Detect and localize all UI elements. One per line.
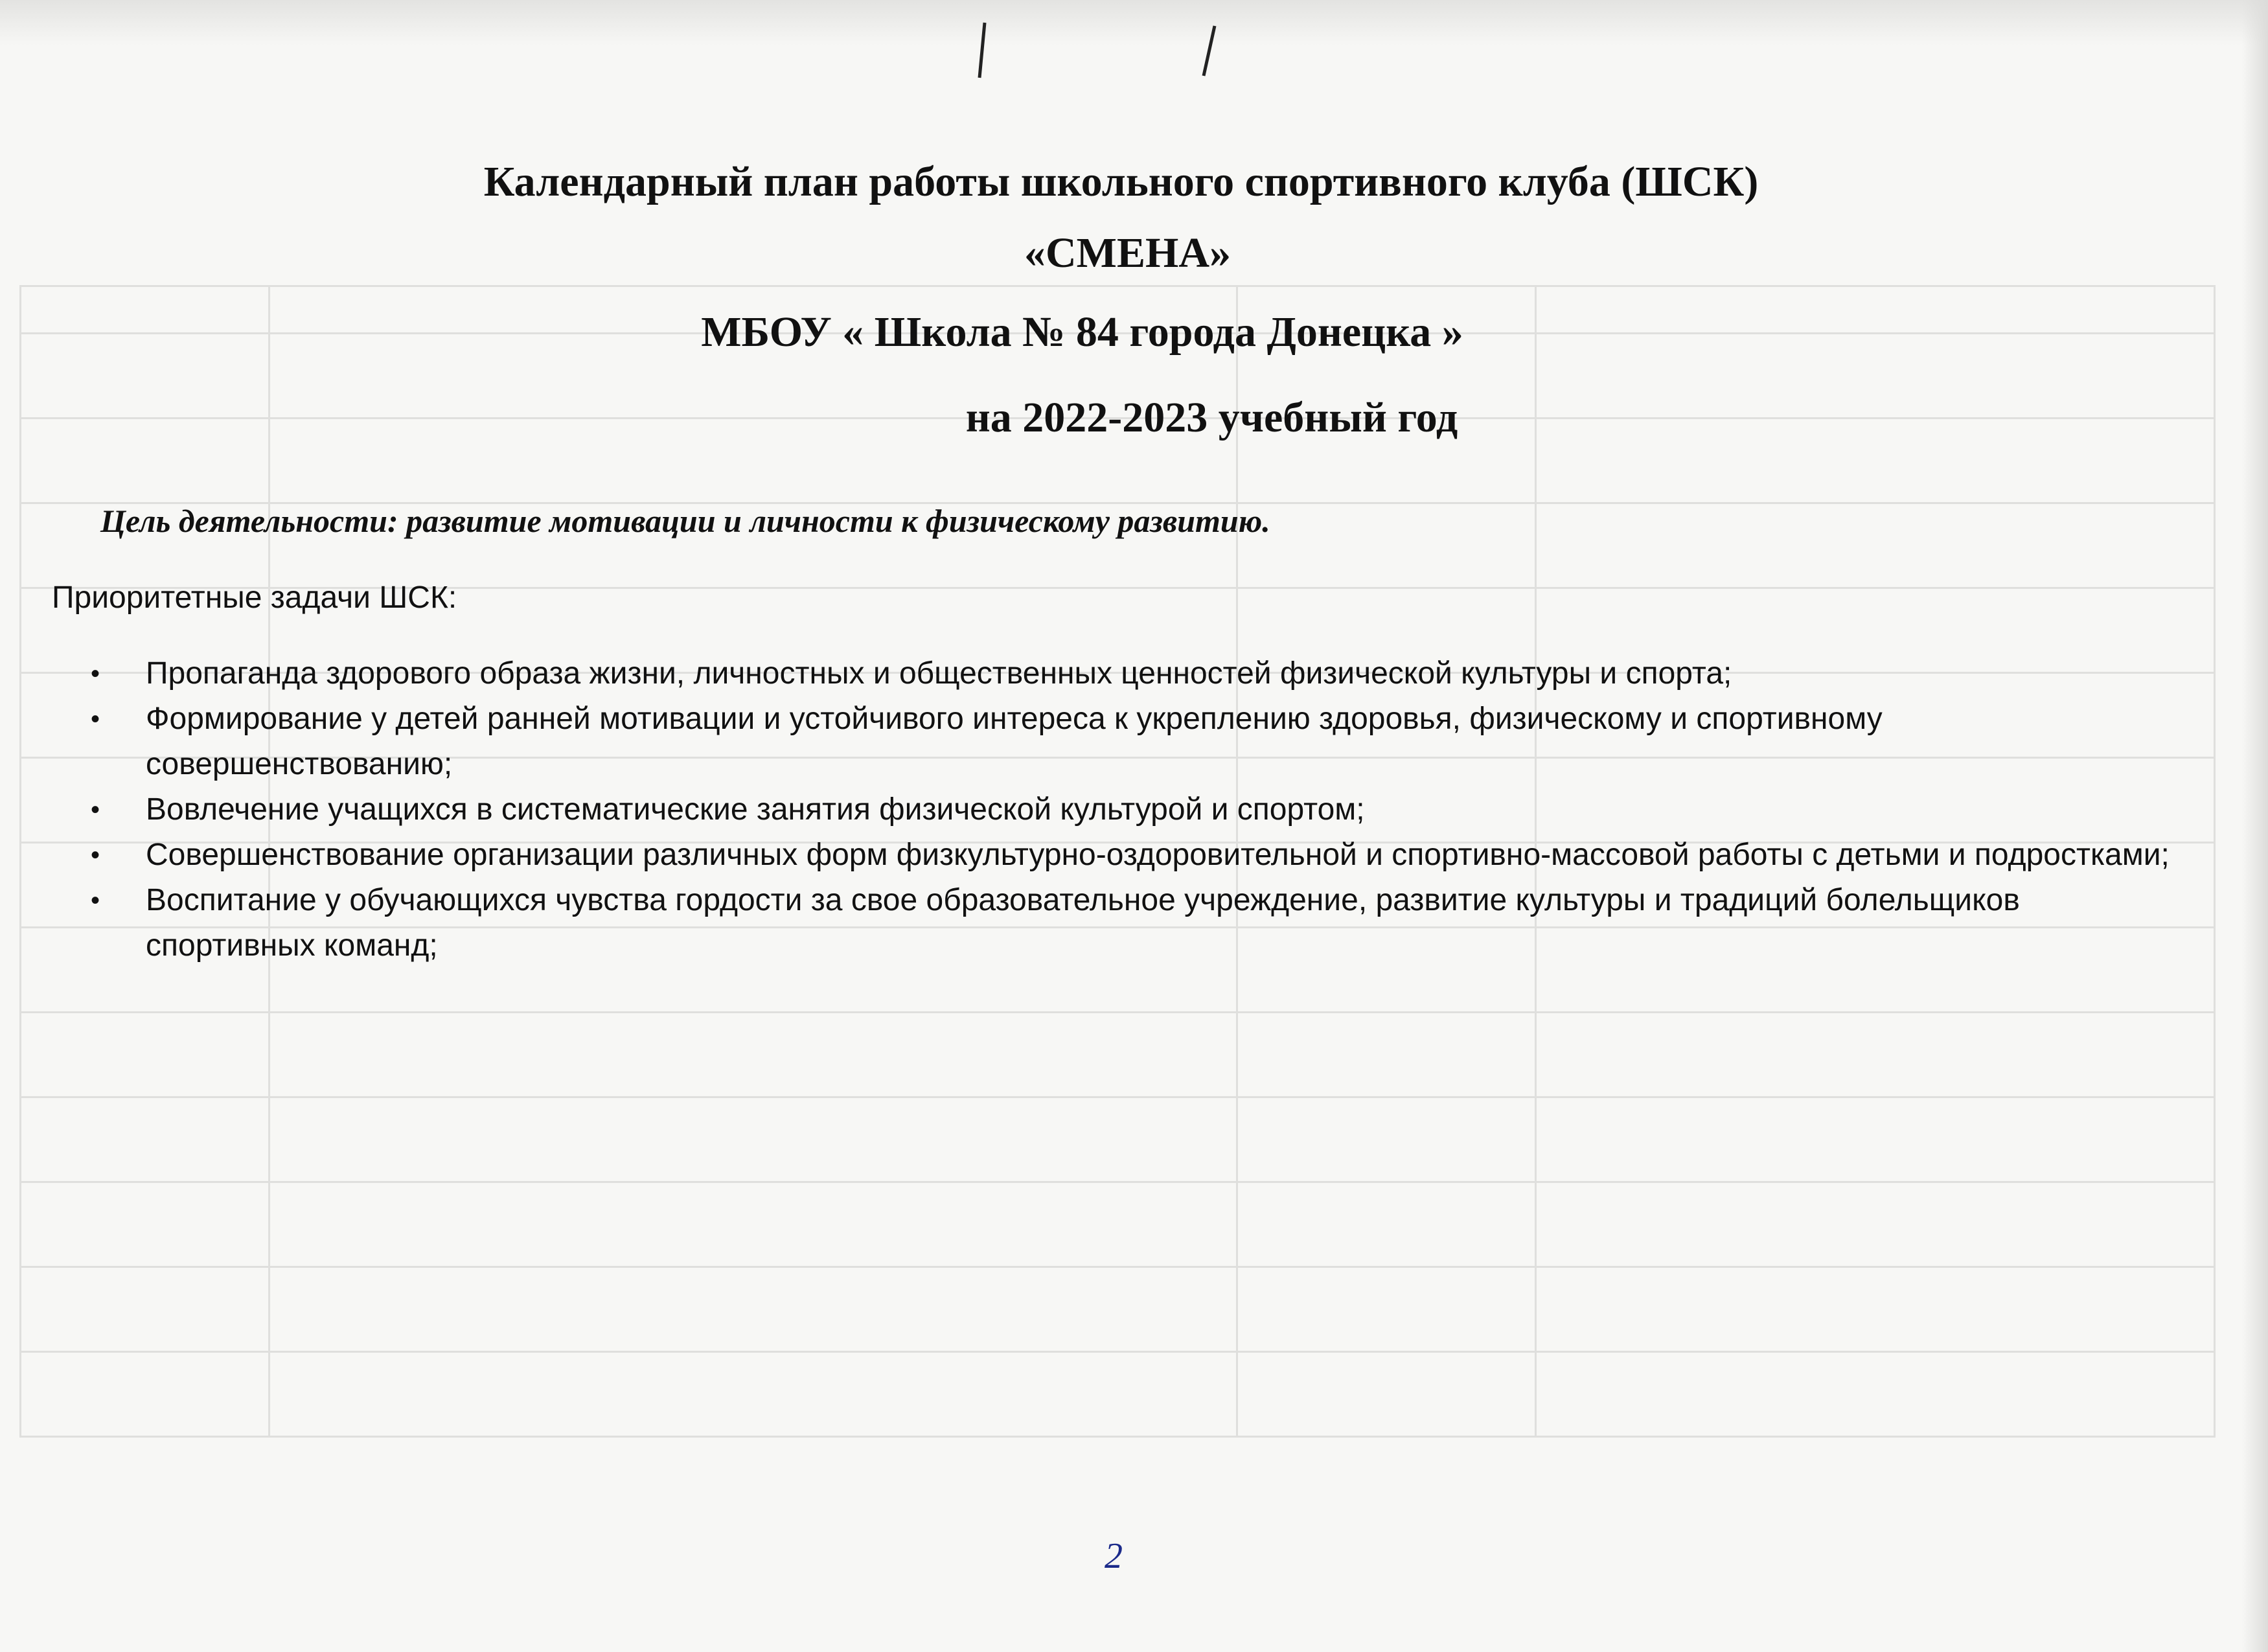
task-item (91, 651, 2190, 696)
task-text: Пропаганда здорового образа жизни, личностных и общественных ценностей физической культуры и спорта; (146, 656, 1732, 691)
pen-marks (965, 16, 1224, 81)
bullet-icon: • (91, 796, 100, 824)
task-item (91, 696, 2190, 787)
task-item (91, 787, 2190, 832)
bullet-icon: • (91, 705, 100, 733)
task-item (91, 832, 2190, 878)
page-number: 2 (1105, 1536, 1123, 1576)
goal-statement: Цель деятельности: развитие мотивации и личности к физическому развитию. (100, 503, 1270, 539)
bullet-icon: • (91, 841, 100, 869)
task-text: Совершенствование организации различных форм физкультурно-оздоровительной и спортивно-массовой работы с детьми и подростками; (146, 838, 2170, 872)
task-text: Формирование у детей ранней мотивации и устойчивого интереса к укреплению здоровья, физическому и спортивному совершенствованию; (146, 702, 1883, 781)
document-title-line-3: МБОУ « Школа № 84 города Донецка » (701, 308, 1463, 356)
bullet-icon: • (91, 660, 100, 688)
document-title-line-1: Календарный план работы школьного спортивного клуба (ШСК) (483, 158, 1759, 205)
tasks-heading: Приоритетные задачи ШСК: (52, 580, 457, 615)
document-title-line-2: «СМЕНА» (1024, 229, 1231, 277)
bullet-icon: • (91, 886, 100, 915)
task-text: Воспитание у обучающихся чувства гордости за свое образовательное учреждение, развитие культуры и традиций болельщиков спортивных команд; (146, 883, 2020, 963)
task-item (91, 878, 2190, 969)
document-title-line-4: на 2022-2023 учебный год (965, 394, 1458, 441)
task-text: Вовлечение учащихся в систематические занятия физической культурой и спортом; (146, 792, 1365, 827)
tasks-list (91, 651, 2190, 969)
